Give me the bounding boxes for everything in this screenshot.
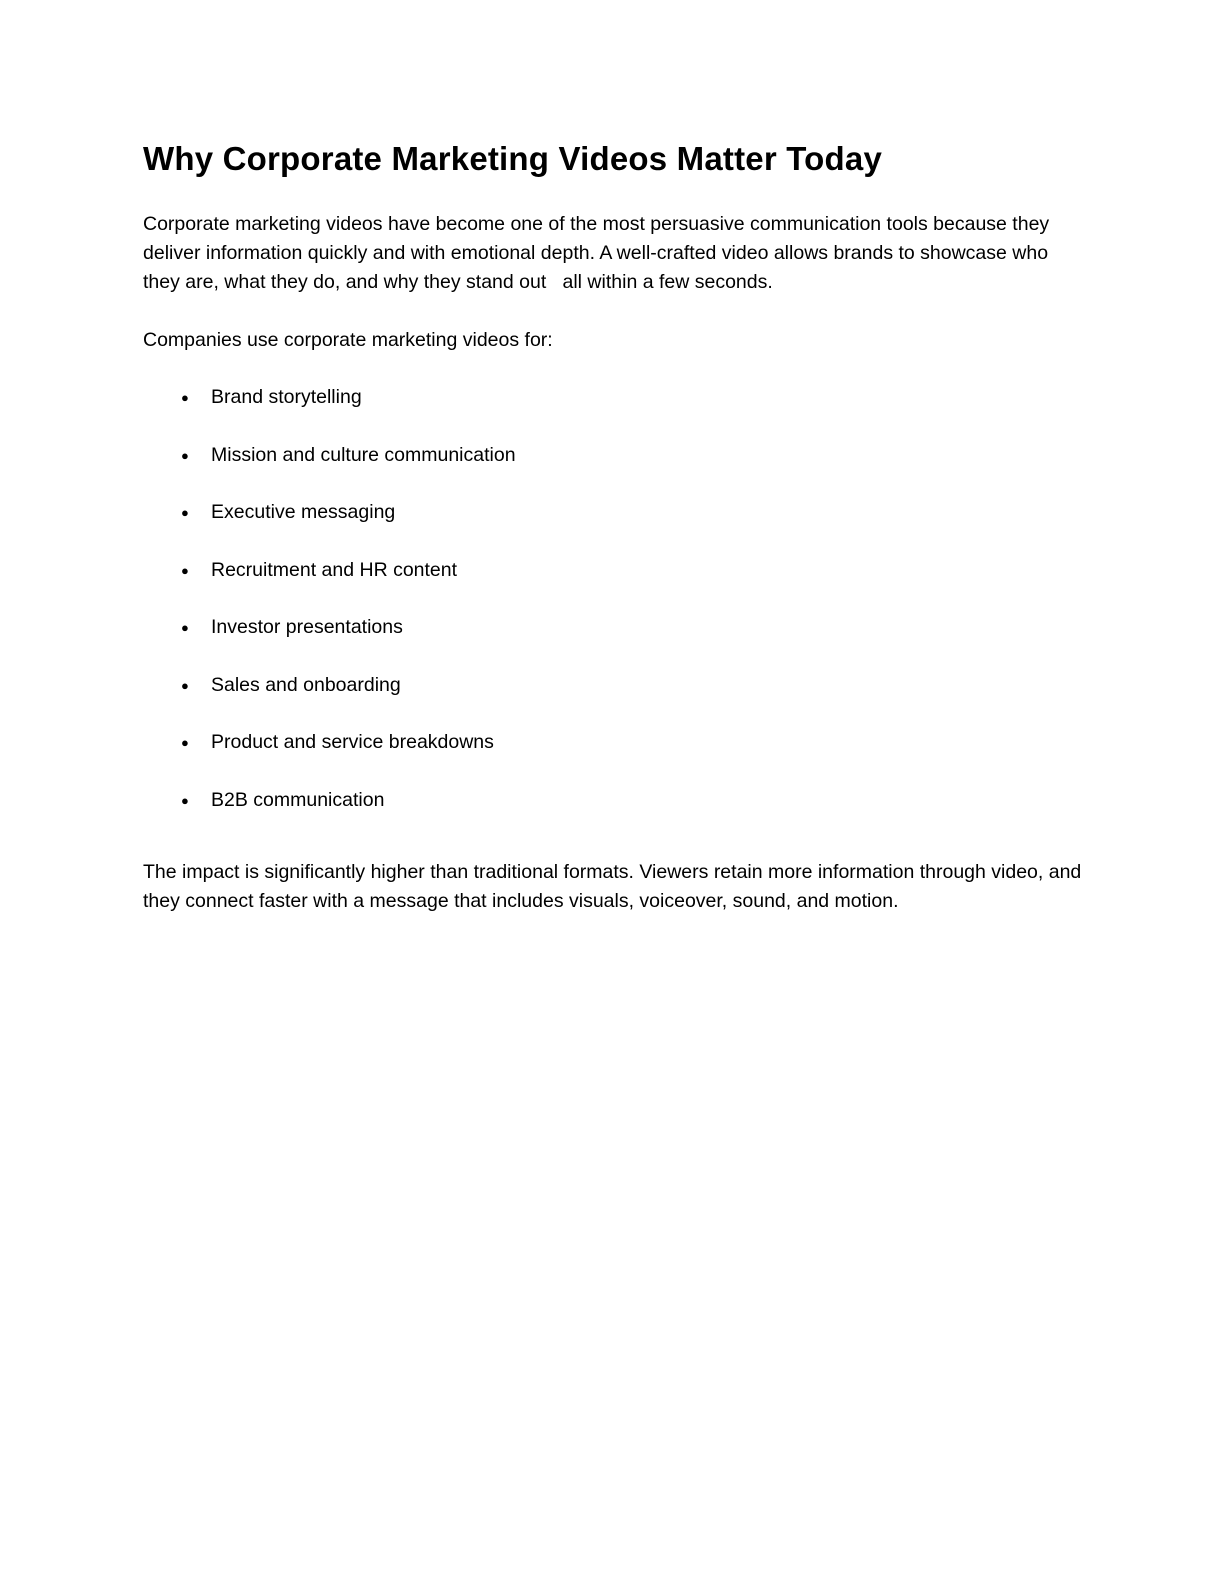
list-item-text: Brand storytelling [211,386,362,409]
list-item [143,728,1088,757]
bullet-icon: ● [181,735,189,751]
list-item [143,441,1088,470]
list-item [143,613,1088,642]
list-item [143,498,1088,527]
list-item-text: Investor presentations [211,616,403,639]
list-item-text: Mission and culture communication [211,443,516,466]
bullet-icon: ● [181,792,189,808]
list-item-text: B2B communication [211,788,385,811]
list-item [143,786,1088,815]
list-item [143,556,1088,585]
intro-paragraph: Corporate marketing videos have become one of the most persuasive communication tools because they deliver information quickly and with emotional depth. A well-crafted video allows brands to showcase who they are, what they do, and why they stand out all within a few seconds. [143,213,1055,294]
closing-paragraph: The impact is significantly higher than traditional formats. Viewers retain more information through video, and they connect faster with a message that includes visuals, voiceover, sound, and motion. [143,860,1087,912]
bullet-icon: ● [181,505,189,521]
list-item [143,383,1088,412]
list-item [143,671,1088,700]
bullet-list [143,383,1088,815]
bullet-icon: ● [181,447,189,463]
list-item-text: Recruitment and HR content [211,558,458,581]
bullet-icon: ● [181,677,189,693]
bullet-icon: ● [181,390,189,406]
bullet-icon: ● [181,562,189,578]
list-intro-paragraph: Companies use corporate marketing videos for: [143,329,553,352]
list-item-text: Executive messaging [211,501,396,524]
list-item-text: Product and service breakdowns [211,731,494,754]
list-item-text: Sales and onboarding [211,673,401,696]
document-title: Why Corporate Marketing Videos Matter Today [143,140,882,177]
bullet-icon: ● [181,620,189,636]
